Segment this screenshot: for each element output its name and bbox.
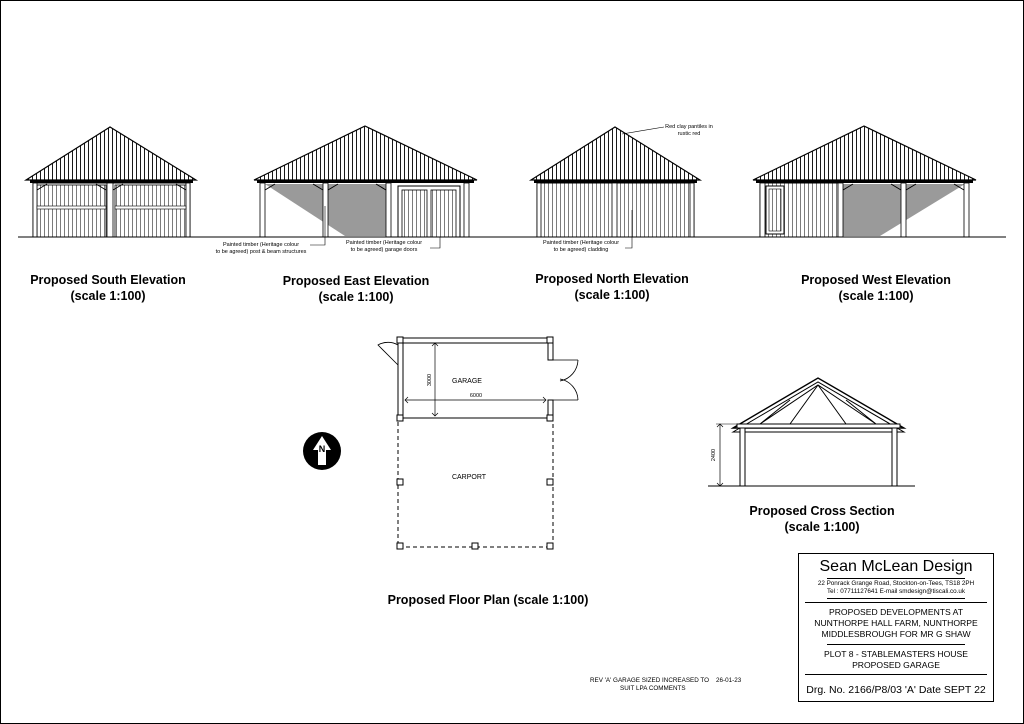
revision-line1: REV 'A' GARAGE SIZED INCREASED TO	[590, 677, 710, 684]
drawing-number: Drg. No. 2166/P8/03 'A' Date SEPT 22	[806, 684, 986, 696]
west-elevation-name: Proposed West Elevation	[801, 273, 951, 287]
roof	[254, 126, 477, 180]
note-roof-line2: rustic red	[677, 131, 701, 137]
dim-height-label: 2400	[711, 448, 717, 462]
east-elevation-title	[266, 273, 446, 305]
east-elevation-scale: (scale 1:100)	[318, 290, 394, 304]
south-elevation-title	[18, 272, 198, 304]
title-block	[798, 553, 994, 702]
garage-label: GARAGE	[452, 378, 482, 385]
roof	[753, 126, 976, 180]
note-doors-line1: Painted timber (Heritage colour	[345, 240, 423, 246]
note-roof-line1: Red clay pantiles in	[665, 124, 713, 130]
floor-plan-title: Proposed Floor Plan (scale 1:100)	[387, 593, 589, 607]
floor-plan	[378, 337, 578, 549]
west-elevation-scale: (scale 1:100)	[838, 289, 914, 303]
company-name: Sean McLean Design	[819, 558, 973, 575]
divider	[805, 602, 987, 603]
company-address: 22 Ponrack Grange Road, Stockton-on-Tees, TS18 2PH	[817, 580, 975, 587]
cross-section	[708, 378, 915, 486]
north-elevation-scale: (scale 1:100)	[574, 288, 650, 302]
revision-date: 26-01-23	[716, 677, 742, 684]
note-cladding	[535, 240, 627, 254]
north-elevation	[531, 127, 700, 237]
divider	[827, 598, 965, 599]
divider	[805, 674, 987, 675]
note-roof	[657, 124, 721, 138]
dim-width-label: 3000	[427, 373, 433, 387]
divider	[827, 578, 965, 579]
east-elevation	[254, 126, 477, 237]
north-elevation-name: Proposed North Elevation	[535, 272, 689, 286]
east-elevation-name: Proposed East Elevation	[282, 274, 430, 288]
west-elevation	[753, 126, 976, 237]
north-elevation-title	[522, 271, 702, 303]
note-cladding-line2: to be agreed) cladding	[553, 247, 609, 253]
revision-line2: SUIT LPA COMMENTS	[620, 685, 686, 692]
dim-length-label: 6000	[469, 393, 483, 399]
cross-section-name: Proposed Cross Section	[749, 504, 895, 518]
company-contact: Tel : 07711127641 E-mail smdesign@tiscali.co.uk	[826, 588, 966, 595]
south-elevation	[26, 127, 196, 237]
north-arrow-icon	[303, 432, 341, 470]
project-line3: MIDDLESBROUGH FOR MR G SHAW	[821, 629, 971, 639]
project-line2: NUNTHORPE HALL FARM, NUNTHORPE	[814, 618, 978, 628]
note-doors	[336, 240, 432, 254]
plot-line1: PLOT 8 - STABLEMASTERS HOUSE	[824, 649, 968, 659]
cross-section-title	[732, 503, 912, 535]
revision-note	[590, 677, 790, 693]
divider	[827, 644, 965, 645]
note-posts	[205, 242, 317, 256]
project-line1: PROPOSED DEVELOPMENTS AT	[828, 607, 964, 617]
plot-line2: PROPOSED GARAGE	[852, 660, 940, 670]
carport-label: CARPORT	[451, 474, 487, 481]
south-elevation-scale: (scale 1:100)	[70, 289, 146, 303]
note-posts-line1: Painted timber (Heritage colour	[222, 242, 300, 248]
cross-section-scale: (scale 1:100)	[784, 520, 860, 534]
north-letter: N	[318, 444, 326, 454]
west-elevation-title	[786, 272, 966, 304]
note-doors-line2: to be agreed) garage doors	[350, 247, 418, 253]
roof	[26, 127, 196, 180]
south-elevation-name: Proposed South Elevation	[30, 273, 186, 287]
note-posts-line2: to be agreed) post & beam structures	[215, 249, 307, 255]
note-cladding-line1: Painted timber (Heritage colour	[542, 240, 620, 246]
